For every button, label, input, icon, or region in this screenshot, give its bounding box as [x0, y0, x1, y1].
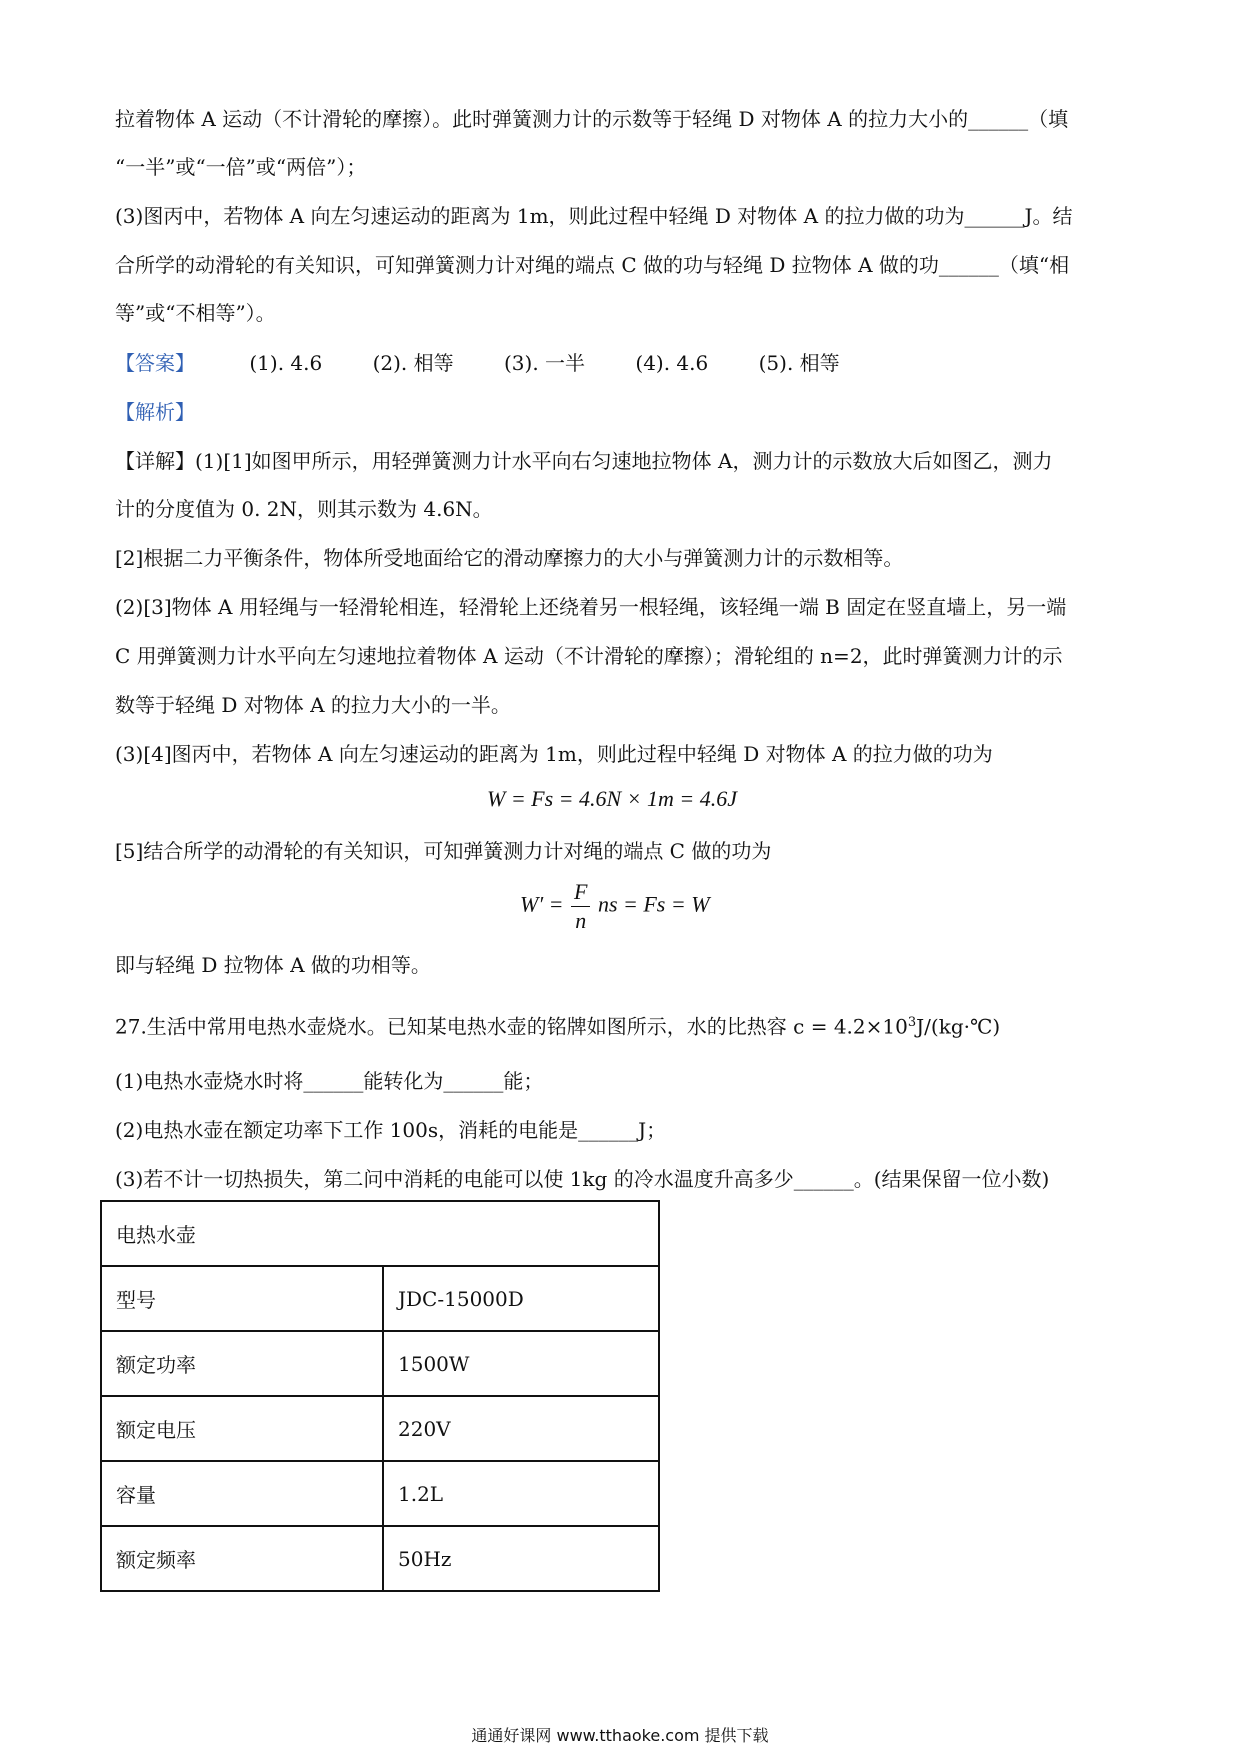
- analysis-label: 【解析】: [115, 400, 195, 424]
- formula-right: ns = Fs = W: [597, 891, 710, 917]
- answer-item: (1). 4.6: [249, 351, 323, 375]
- answer-line: [115, 348, 1130, 378]
- answer-item: (3). 一半: [503, 351, 586, 375]
- fraction-numerator: F: [571, 878, 590, 907]
- row-value: 50Hz: [383, 1526, 659, 1591]
- exponent: 3: [907, 1015, 917, 1030]
- row-value: 220V: [383, 1396, 659, 1461]
- text-line: (3)图丙中，若物体 A 向左匀速运动的距离为 1m，则此过程中轻绳 D 对物体 A 的拉力做的功为______J。结: [115, 204, 1073, 228]
- text-line: 等”或“不相等”）。: [115, 301, 276, 325]
- formula-work-prime: [520, 878, 710, 935]
- answer-item: (2). 相等: [372, 351, 454, 375]
- text-line: (1)电热水壶烧水时将______能转化为______能；: [115, 1069, 544, 1093]
- text-line: 拉着物体 A 运动（不计滑轮的摩擦）。此时弹簧测力计的示数等于轻绳 D 对物体 A 的拉力大小的______（填: [115, 107, 1069, 131]
- table-row: [101, 1461, 659, 1526]
- text-line: (3)[4]图丙中，若物体 A 向左匀速运动的距离为 1m，则此过程中轻绳 D 对物体 A 的拉力做的功为: [115, 742, 993, 766]
- row-label: 容量: [101, 1461, 383, 1526]
- kettle-spec-table: [100, 1200, 660, 1592]
- text-line: (3)若不计一切热损失，第二问中消耗的电能可以使 1kg 的冷水温度升高多少______。(结果保留一位小数): [115, 1167, 1050, 1191]
- row-value: JDC-15000D: [383, 1266, 659, 1331]
- table-header: 电热水壶: [101, 1201, 659, 1266]
- table-row: [101, 1331, 659, 1396]
- row-value: 1500W: [383, 1331, 659, 1396]
- text-line: (2)电热水壶在额定功率下工作 100s，消耗的电能是______J；: [115, 1118, 667, 1142]
- row-label: 额定频率: [101, 1526, 383, 1591]
- question-27: [115, 1008, 1130, 1042]
- text-line: 数等于轻绳 D 对物体 A 的拉力大小的一半。: [115, 693, 511, 717]
- formula-work: W = Fs = 4.6N × 1m = 4.6J: [487, 786, 738, 811]
- text-line: 即与轻绳 D 拉物体 A 做的功相等。: [115, 953, 431, 977]
- row-value: 1.2L: [383, 1461, 659, 1526]
- text-line: (2)[3]物体 A 用轻绳与一轻滑轮相连，轻滑轮上还绕着另一根轻绳，该轻绳一端 B 固定在竖直墙上，另一端: [115, 595, 1067, 619]
- page-footer: 通通好课网 www.tthaoke.com 提供下载: [471, 1726, 769, 1745]
- text-line: “一半”或“一倍”或“两倍”）；: [115, 155, 367, 179]
- formula-left: W′ =: [520, 891, 564, 917]
- table-row: [101, 1266, 659, 1331]
- text-line: 合所学的动滑轮的有关知识，可知弹簧测力计对绳的端点 C 做的功与轻绳 D 拉物体 A 做的功______（填“相: [115, 253, 1070, 277]
- table-header-row: [101, 1201, 659, 1266]
- row-label: 型号: [101, 1266, 383, 1331]
- text-line: [2]根据二力平衡条件，物体所受地面给它的滑动摩擦力的大小与弹簧测力计的示数相等。: [115, 546, 904, 570]
- text-line: 【详解】(1)[1]如图甲所示，用轻弹簧测力计水平向右匀速地拉物体 A，测力计的示数放大后如图乙，测力: [115, 449, 1053, 473]
- table-row: [101, 1396, 659, 1461]
- answer-label: 【答案】: [115, 351, 195, 375]
- answer-item: (4). 4.6: [635, 351, 709, 375]
- text-line: [5]结合所学的动滑轮的有关知识，可知弹簧测力计对绳的端点 C 做的功为: [115, 839, 772, 863]
- row-label: 额定电压: [101, 1396, 383, 1461]
- text-line: C 用弹簧测力计水平向左匀速地拉着物体 A 运动（不计滑轮的摩擦）；滑轮组的 n=2，此时弹簧测力计的示: [115, 644, 1063, 668]
- text-line: 计的分度值为 0. 2N，则其示数为 4.6N。: [115, 497, 493, 521]
- answer-item: (5). 相等: [758, 351, 840, 375]
- formula-fraction: [571, 878, 590, 935]
- table-row: [101, 1526, 659, 1591]
- unit: J/(kg·℃): [916, 1014, 1001, 1039]
- question-text: 27.生活中常用电热水壶烧水。已知某电热水壶的铭牌如图所示，水的比热容 c = 4.2×10: [115, 1014, 908, 1039]
- fraction-denominator: n: [575, 908, 587, 933]
- row-label: 额定功率: [101, 1331, 383, 1396]
